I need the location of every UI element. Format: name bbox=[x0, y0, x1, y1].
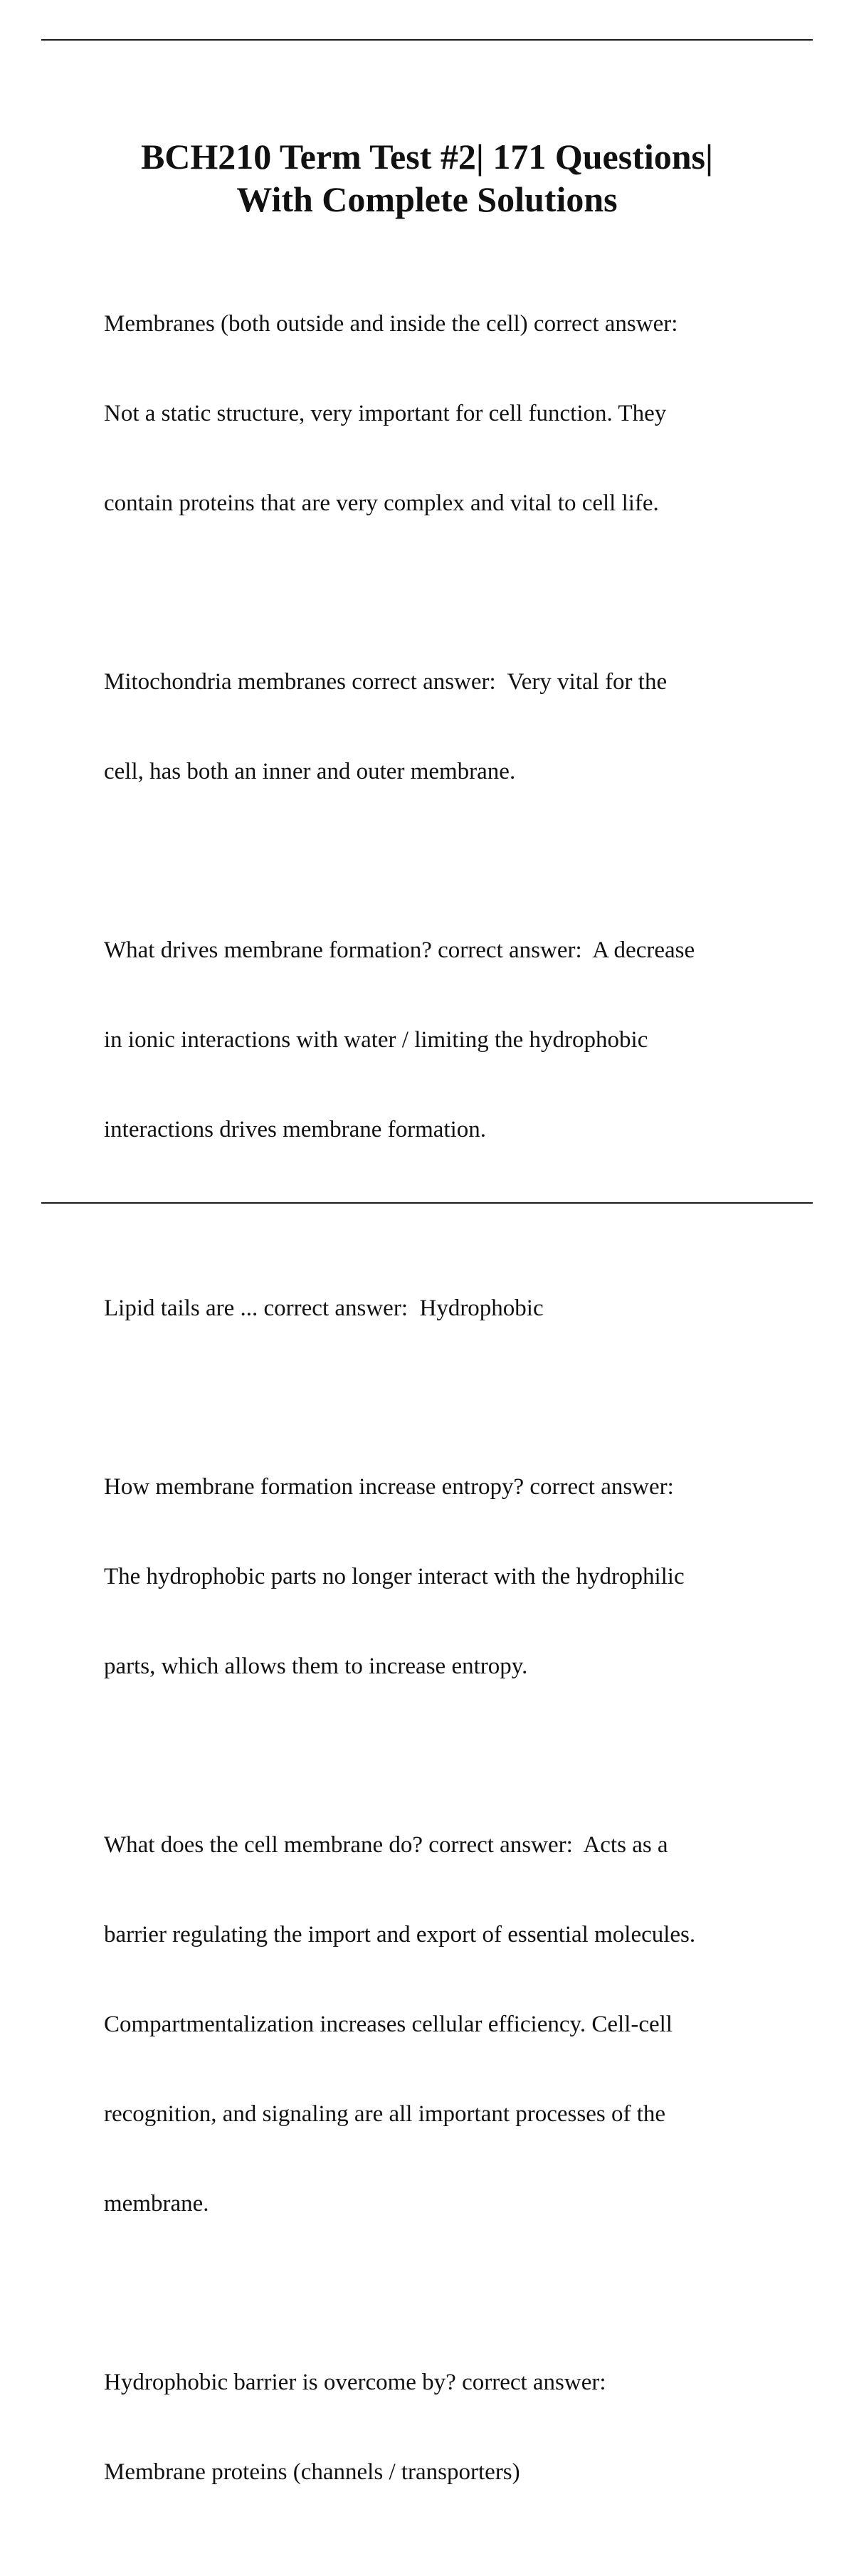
page-title bbox=[0, 135, 854, 221]
qa-entry bbox=[104, 1234, 766, 1383]
qa-line: How membrane formation increase entropy? correct answer: bbox=[104, 1474, 674, 1500]
top-divider bbox=[41, 39, 813, 41]
qa-entry bbox=[104, 1770, 766, 2278]
qa-entry bbox=[104, 2308, 766, 2547]
qa-line: Membranes (both outside and inside the cell) correct answer: bbox=[104, 311, 678, 337]
qa-entry bbox=[104, 876, 766, 1204]
qa-line: Membrane proteins (channels / transporters) bbox=[104, 2459, 520, 2485]
qa-line: recognition, and signaling are all important processes of the bbox=[104, 2101, 666, 2127]
qa-line: Mitochondria membranes correct answer: Very vital for the bbox=[104, 669, 668, 695]
bottom-divider bbox=[41, 1202, 813, 1204]
qa-entry bbox=[104, 607, 766, 846]
qa-line: contain proteins that are very complex and vital to cell life. bbox=[104, 490, 659, 516]
qa-line: parts, which allows them to increase entropy. bbox=[104, 1654, 528, 1679]
qa-line: What drives membrane formation? correct answer: A decrease bbox=[104, 937, 695, 963]
qa-line: membrane. bbox=[104, 2191, 209, 2217]
qa-line: cell, has both an inner and outer membrane. bbox=[104, 759, 516, 784]
qa-entry bbox=[104, 249, 766, 578]
qa-line: Compartmentalization increases cellular efficiency. Cell-cell bbox=[104, 2012, 673, 2037]
qa-line: What does the cell membrane do? correct answer: Acts as a bbox=[104, 1832, 668, 1858]
title-line: With Complete Solutions bbox=[236, 179, 618, 219]
title-line: BCH210 Term Test #2| 171 Questions| bbox=[140, 137, 714, 177]
qa-line: barrier regulating the import and export of essential molecules. bbox=[104, 1922, 696, 1947]
qa-line: in ionic interactions with water / limiting the hydrophobic bbox=[104, 1027, 648, 1053]
qa-line: Lipid tails are ... correct answer: Hydrophobic bbox=[104, 1295, 544, 1321]
qa-line: interactions drives membrane formation. bbox=[104, 1117, 486, 1142]
qa-entry bbox=[104, 1412, 766, 1741]
qa-line: Not a static structure, very important for cell function. They bbox=[104, 401, 667, 426]
qa-list bbox=[104, 249, 766, 2576]
qa-line: Hydrophobic barrier is overcome by? correct answer: bbox=[104, 2370, 606, 2395]
qa-line: The hydrophobic parts no longer interact with the hydrophilic bbox=[104, 1564, 685, 1589]
